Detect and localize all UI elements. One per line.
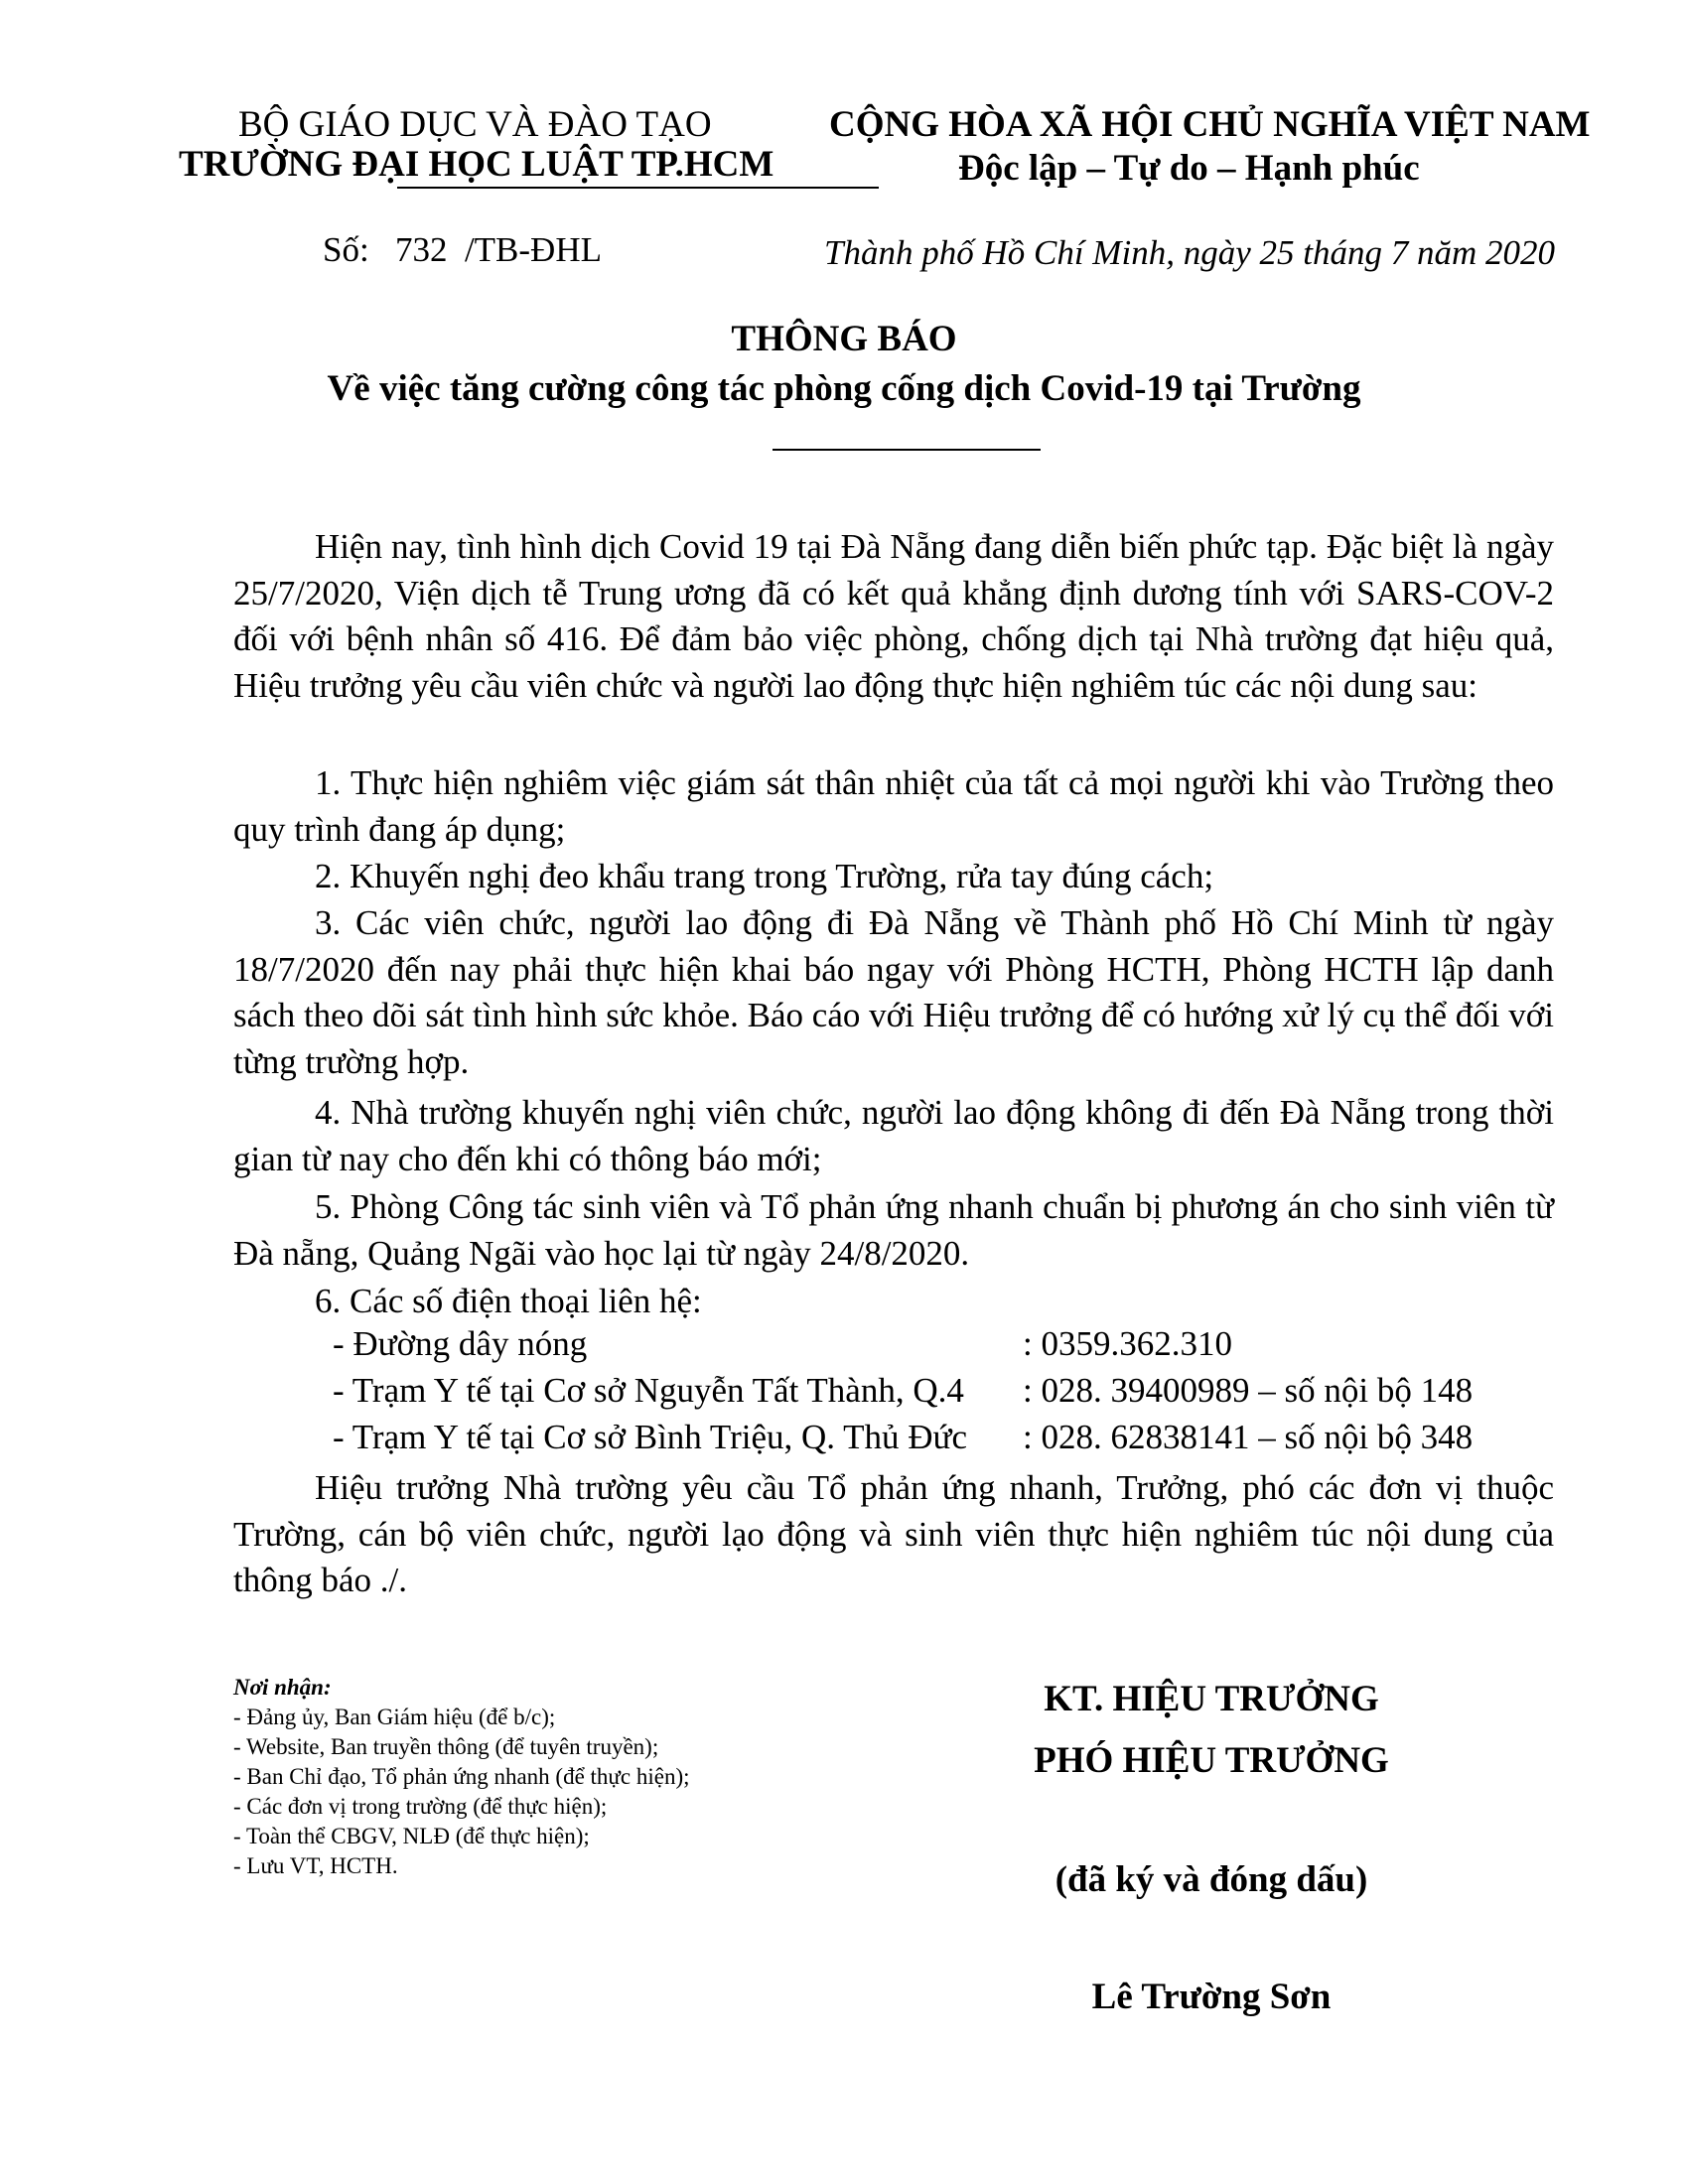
recipient-item: - Toàn thể CBGV, NLĐ (để thực hiện); (233, 1824, 590, 1848)
recipients-block (233, 1673, 690, 1881)
school-name: TRƯỜNG ĐẠI HỌC LUẬT TP.HCM (179, 144, 774, 185)
contact-label: - Đường dây nóng (333, 1324, 588, 1363)
intro-paragraph: Hiện nay, tình hình dịch Covid 19 tại Đà Nẵng đang diễn biến phức tạp. Đặc biệt là ngày 25/7/2020, Viện dịch tễ Trung ương đã có kết quả khẳng định dương tính với SARS-COV-2 đối với bệnh nhân số 416. Để đảm bảo việc phòng, chống dịch tại Nhà trường đạt hiệu quả, Hiệu trưởng yêu cầu viên chức và người lao động thực hiện nghiêm túc các nội dung sau: (233, 527, 1554, 705)
item-1: 1. Thực hiện nghiêm việc giám sát thân nhiệt của tất cả mọi người khi vào Trường theo quy trình đang áp dụng; (233, 763, 1554, 849)
signer-name: Lê Trường Sơn (1091, 1977, 1332, 2017)
document-subtitle: Về việc tăng cường công tác phòng cống dịch Covid-19 tại Trường (327, 368, 1361, 409)
contact-value: : 028. 39400989 – số nội bộ 148 (1023, 1371, 1474, 1410)
signature-title-2: PHÓ HIỆU TRƯỞNG (1034, 1740, 1389, 1781)
item-2: 2. Khuyến nghị đeo khẩu trang trong Trường, rửa tay đúng cách; (315, 857, 1214, 895)
document-title: THÔNG BÁO (731, 319, 957, 359)
recipients-title: Nơi nhận: (233, 1675, 332, 1700)
item-3: 3. Các viên chức, người lao động đi Đà Nẵng về Thành phố Hồ Chí Minh từ ngày 18/7/2020 đến nay phải thực hiện khai báo ngay với Phòng HCTH, Phòng HCTH lập danh sách theo dõi sát tình hình sức khỏe. Báo cáo với Hiệu trưởng để có hướng xử lý cụ thể đối với từng trường hợp. (233, 903, 1554, 1081)
recipient-item: - Các đơn vị trong trường (để thực hiện); (233, 1794, 608, 1819)
contact-label: - Trạm Y tế tại Cơ sở Nguyễn Tất Thành, Q.4 (333, 1371, 964, 1410)
title-underline (773, 449, 1041, 451)
recipient-item: - Website, Ban truyền thông (để tuyên truyền); (233, 1734, 659, 1759)
contact-value: : 0359.362.310 (1023, 1324, 1232, 1363)
place-date: Thành phố Hồ Chí Minh, ngày 25 tháng 7 năm 2020 (824, 233, 1555, 272)
contact-value: : 028. 62838141 – số nội bộ 348 (1023, 1418, 1474, 1456)
item-4: 4. Nhà trường khuyến nghị viên chức, người lao động không đi đến Đà Nẵng trong thời gian từ nay cho đến khi có thông báo mới; (233, 1093, 1554, 1178)
republic-name: CỘNG HÒA XÃ HỘI CHỦ NGHĨA VIỆT NAM (829, 104, 1591, 145)
recipient-item: - Lưu VT, HCTH. (233, 1853, 398, 1878)
signature-note: (đã ký và đóng dấu) (1055, 1859, 1368, 1900)
item-6: 6. Các số điện thoại liên hệ: (315, 1282, 702, 1320)
recipient-item: - Đảng ủy, Ban Giám hiệu (để b/c); (233, 1705, 556, 1729)
item-5: 5. Phòng Công tác sinh viên và Tổ phản ứng nhanh chuẩn bị phương án cho sinh viên từ Đà nẵng, Quảng Ngãi vào học lại từ ngày 24/8/2020. (233, 1187, 1554, 1273)
recipient-item: - Ban Chỉ đạo, Tổ phản ứng nhanh (để thực hiện); (233, 1764, 690, 1789)
closing-paragraph: Hiệu trưởng Nhà trường yêu cầu Tổ phản ứng nhanh, Trưởng, phó các đơn vị thuộc Trường, cán bộ viên chức, người lạo động và sinh viên thực hiện nghiêm túc nội dung của thông báo ./. (233, 1468, 1554, 1599)
national-motto: Độc lập – Tự do – Hạnh phúc (958, 148, 1420, 189)
signature-title-1: KT. HIỆU TRƯỞNG (1044, 1679, 1379, 1719)
ministry-name: BỘ GIÁO DỤC VÀ ĐÀO TẠO (238, 104, 712, 145)
school-underline (397, 187, 879, 189)
contact-label: - Trạm Y tế tại Cơ sở Bình Triệu, Q. Thủ Đức (333, 1418, 968, 1456)
document-number: Số: 732 /TB-ĐHL (323, 230, 602, 269)
